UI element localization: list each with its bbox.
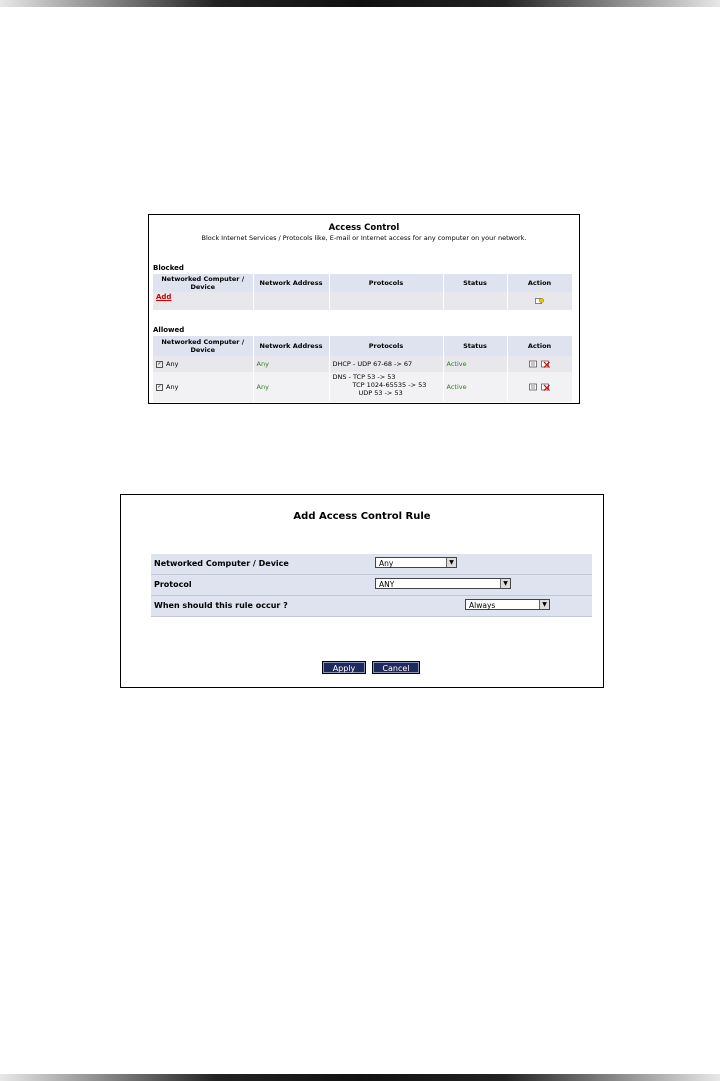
delete-icon[interactable] [541,383,550,391]
cancel-button[interactable]: Cancel [372,661,420,674]
allowed-table [153,336,573,402]
allowed-section-label: Allowed [153,326,185,334]
column-header-status: Status [443,274,507,292]
row-device: Any [166,383,179,391]
schedule-label: When should this rule occur ? [154,601,288,610]
row-address: Any [253,372,329,402]
rule-enabled-checkbox[interactable]: ✓ [157,360,162,367]
form-row-schedule [151,596,592,617]
table-row [153,356,572,372]
blocked-header-row [153,274,572,292]
schedule-select[interactable] [465,599,550,610]
table-row [153,372,572,402]
protocol-select[interactable] [375,578,511,589]
column-header-device: Networked Computer / Device [153,274,253,292]
schedule-select-value: Always [469,601,496,610]
blocked-section-label: Blocked [153,264,184,272]
blocked-table [153,274,573,310]
column-header-action: Action [507,274,572,292]
row-protocols [329,372,443,402]
chevron-down-icon: ▼ [539,600,549,609]
allowed-header-row [153,336,572,356]
column-header-address: Network Address [253,336,329,356]
protocol-line: UDP 53 -> 53 [358,389,403,397]
device-select[interactable] [375,557,457,568]
form-row-device [151,554,592,575]
row-status: Active [443,372,507,402]
row-device: Any [166,360,179,368]
chevron-down-icon: ▼ [446,558,456,567]
page-footer-bar [0,1074,720,1081]
protocol-line: DNS - TCP 53 -> 53 [332,373,396,381]
access-control-screenshot [148,214,580,404]
row-status: Active [443,356,507,372]
row-address: Any [253,356,329,372]
column-header-device: Networked Computer / Device [153,336,253,356]
device-label: Networked Computer / Device [154,559,289,568]
apply-button[interactable]: Apply [322,661,366,674]
column-header-status: Status [443,336,507,356]
row-protocols: DHCP - UDP 67-68 -> 67 [329,356,443,372]
form-row-protocol [151,575,592,596]
delete-icon[interactable] [541,360,550,368]
column-header-address: Network Address [253,274,329,292]
edit-icon[interactable] [529,360,538,368]
access-control-title: Access Control [328,223,400,233]
column-header-action: Action [507,336,572,356]
add-rule-form [151,554,592,617]
add-rule-screenshot [120,494,604,688]
device-select-value: Any [379,559,394,568]
edit-icon[interactable] [529,383,538,391]
column-header-protocols: Protocols [329,336,443,356]
chevron-down-icon: ▼ [500,579,510,588]
protocol-line: TCP 1024-65535 -> 53 [352,381,427,389]
access-control-subtitle: Block Internet Services / Protocols like, E-mail or Internet access for any computer on your network. [201,234,527,242]
column-header-protocols: Protocols [329,274,443,292]
add-rule-title: Add Access Control Rule [293,511,431,522]
rule-enabled-checkbox[interactable]: ✓ [157,383,162,390]
protocol-select-value: ANY [379,580,395,589]
add-blocked-rule-link[interactable]: Add [156,293,172,301]
blocked-add-row [153,292,572,310]
protocol-label: Protocol [154,580,192,589]
add-rule-icon[interactable] [535,297,544,305]
page-header-bar [0,0,720,7]
